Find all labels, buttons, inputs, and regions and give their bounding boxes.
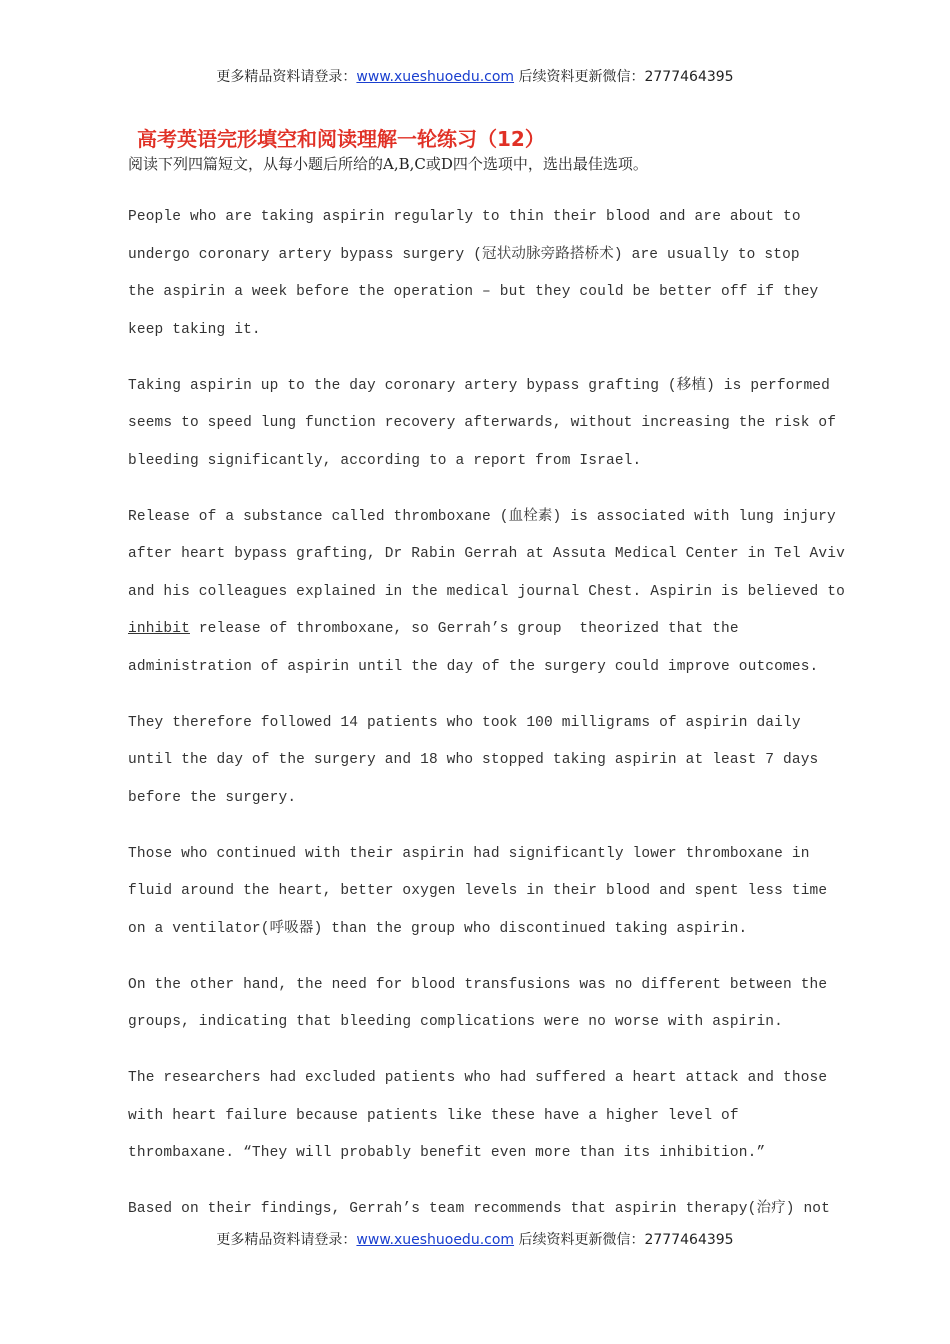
- paragraph-4: [128, 708, 818, 821]
- header-website-link[interactable]: www.xueshuoedu.com: [356, 69, 515, 85]
- text-line: and his colleagues explained in the medical journal Chest. Aspirin is believed to: [128, 583, 845, 600]
- text-line: seems to speed lung function recovery afterwards, without increasing the risk of: [128, 415, 837, 431]
- text-line: with heart failure because patients like these have a higher level of: [128, 1107, 739, 1124]
- document-title: 高考英语完形填空和阅读理解一轮练习（12）: [137, 127, 545, 151]
- header-suffix: 后续资料更新微信：2777464395: [514, 69, 734, 85]
- text-line: On the other hand, the need for blood transfusions was no different between the: [128, 976, 828, 993]
- text-line: after heart bypass grafting, Dr Rabin Gerrah at Assuta Medical Center in Tel Aviv: [128, 546, 845, 562]
- paragraph-5: [128, 839, 828, 952]
- paragraph-7: [128, 1063, 828, 1176]
- text-line: Those who continued with their aspirin had significantly lower thromboxane in: [128, 845, 810, 862]
- text-line: keep taking it.: [128, 321, 261, 338]
- text-line: People who are taking aspirin regularly to thin their blood and are about to: [128, 209, 801, 225]
- paragraph-2: [128, 371, 837, 484]
- text-line: before the surgery.: [128, 789, 297, 806]
- text-line: bleeding significantly, according to a report from Israel.: [128, 452, 642, 469]
- passage-body: [128, 202, 845, 1250]
- text-line: until the day of the surgery and 18 who stopped taking aspirin at least 7 days: [128, 752, 819, 768]
- text-line: Release of a substance called thromboxane (血栓素) is associated with lung injury: [128, 508, 836, 525]
- text-line-rest: release of thromboxane, so Gerrah’s group theorized that the: [189, 621, 739, 637]
- text-line: Based on their findings, Gerrah’s team recommends that aspirin therapy(治疗) not: [128, 1201, 831, 1217]
- underlined-word: inhibit: [128, 621, 190, 637]
- footer-suffix: 后续资料更新微信：2777464395: [514, 1232, 734, 1248]
- footer-website-link[interactable]: www.xueshuoedu.com: [356, 1232, 515, 1248]
- text-line: The researchers had excluded patients who had suffered a heart attack and those: [128, 1070, 828, 1086]
- footer-prefix: 更多精品资料请登录：: [216, 1232, 357, 1248]
- text-line: the aspirin a week before the operation – but they could be better off if they: [128, 284, 819, 300]
- instruction-text: 阅读下列四篇短文，从每小题后所给的A,B,C或D四个选项中，选出最佳选项。: [128, 155, 648, 173]
- text-line: groups, indicating that bleeding complications were no worse with aspirin.: [128, 1014, 784, 1030]
- text-line: [128, 614, 818, 652]
- page-header: [0, 66, 950, 86]
- paragraph-3: [128, 502, 845, 690]
- header-prefix: 更多精品资料请登录：: [216, 69, 357, 85]
- text-line: Taking aspirin up to the day coronary artery bypass grafting (移植) is performed: [128, 377, 831, 394]
- text-line: on a ventilator(呼吸器) than the group who discontinued taking aspirin.: [128, 920, 748, 937]
- page-footer: [0, 1229, 950, 1249]
- text-line: undergo coronary artery bypass surgery (冠状动脉旁路搭桥术) are usually to stop: [128, 246, 800, 263]
- paragraph-1: [128, 202, 818, 352]
- text-line: fluid around the heart, better oxygen levels in their blood and spent less time: [128, 883, 828, 899]
- text-line: thrombaxane. “They will probably benefit even more than its inhibition.”: [128, 1145, 766, 1161]
- text-line: They therefore followed 14 patients who took 100 milligrams of aspirin daily: [128, 714, 801, 731]
- text-line: administration of aspirin until the day of the surgery could improve outcomes.: [128, 658, 819, 675]
- paragraph-8: [128, 1194, 831, 1232]
- paragraph-6: [128, 970, 828, 1045]
